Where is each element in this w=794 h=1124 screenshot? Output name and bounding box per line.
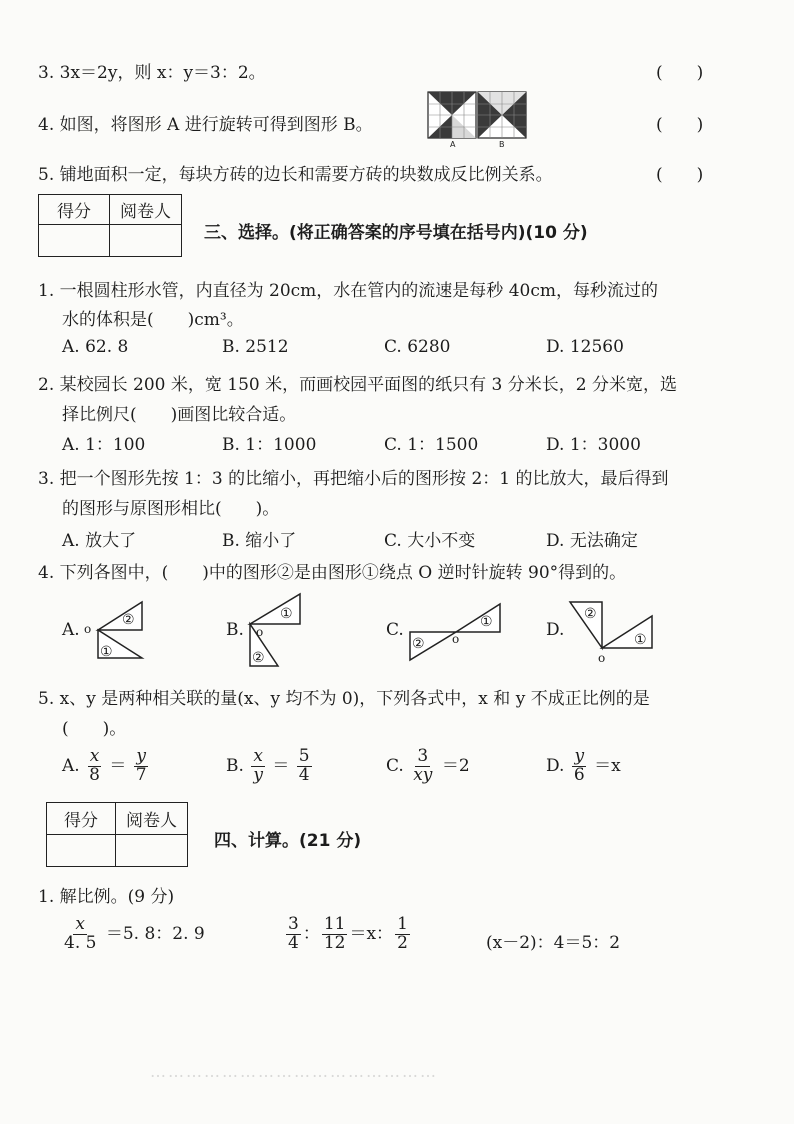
fraction (62, 916, 98, 953)
figure-label-b: B (499, 140, 505, 148)
s3-q4-figure-b (244, 590, 310, 670)
judge-q4: 4. 如图，将图形 A 进行旋转可得到图形 B。 (38, 115, 373, 135)
fraction (322, 916, 348, 953)
fraction (572, 748, 587, 785)
denominator: 4 (298, 764, 310, 785)
grader-cell[interactable] (116, 835, 188, 867)
s3-q1-option-c[interactable]: C. 6280 (384, 337, 451, 357)
denominator: 12 (323, 932, 346, 953)
equation-rhs: ＝2 (441, 755, 470, 776)
option-label: C. (386, 755, 404, 776)
score-table-section4 (46, 802, 188, 867)
section3-title: 三、选择。(将正确答案的序号填在括号内)(10 分) (204, 223, 588, 243)
answer-paren-judge-q4[interactable]: ( ) (656, 115, 704, 135)
numerator: 3 (417, 746, 429, 766)
rotation-point-o: o (84, 622, 92, 636)
grader-header: 阅卷人 (116, 803, 188, 835)
score-cell[interactable] (47, 835, 116, 867)
proportion-1 (60, 916, 205, 953)
s3-q4-option-c[interactable]: C. (386, 620, 404, 640)
shape-one-label: ① (100, 644, 113, 660)
fraction (411, 748, 434, 785)
s3-q3-option-b[interactable]: B. 缩小了 (222, 531, 297, 551)
s3-q3-line2: 的图形与原图形相比( )。 (62, 499, 280, 519)
s3-q4-figure-c (406, 596, 506, 666)
denominator: 7 (135, 764, 147, 785)
option-label: D. (546, 755, 565, 776)
judge-q4-figure (426, 90, 530, 148)
denominator: 4. 5 (64, 932, 97, 953)
shape-two-label: ② (412, 636, 425, 652)
s3-q5-option-b[interactable] (226, 748, 314, 785)
score-header: 得分 (47, 803, 116, 835)
s3-q4-option-d[interactable]: D. (546, 620, 565, 640)
s3-q2-option-b[interactable]: B. 1：1000 (222, 435, 317, 455)
s3-q4-option-b[interactable]: B. (226, 620, 244, 640)
proportion-3: (x－2)：4＝5：2 (486, 933, 621, 953)
fraction (134, 748, 149, 785)
rotation-point-o: o (598, 651, 606, 664)
score-cell[interactable] (39, 225, 110, 257)
s4-q1-heading: 1. 解比例。(9 分) (38, 887, 175, 907)
ratio-colon: ： (302, 923, 320, 944)
shape-one-label: ① (634, 632, 647, 648)
denominator: xy (413, 764, 433, 785)
s3-q5-option-c[interactable] (386, 748, 470, 785)
denominator: y (253, 764, 263, 785)
grader-header: 阅卷人 (110, 195, 182, 225)
section4-title: 四、计算。(21 分) (214, 831, 362, 851)
s3-q1-line2: 水的体积是( )cm³。 (62, 310, 244, 330)
rotation-point-o: o (452, 632, 460, 646)
s3-q3-option-d[interactable]: D. 无法确定 (546, 531, 638, 551)
score-table-section3 (38, 194, 182, 257)
figure-label-a: A (450, 140, 456, 148)
s3-q2-option-d[interactable]: D. 1：3000 (546, 435, 641, 455)
shape-two-label: ② (252, 650, 265, 666)
bleed-through-text: ………………………………………… (150, 1062, 438, 1081)
s3-q2-option-c[interactable]: C. 1：1500 (384, 435, 479, 455)
score-header: 得分 (39, 195, 110, 225)
s3-q4-figure-a (84, 598, 150, 664)
s3-q3-option-a[interactable]: A. 放大了 (62, 531, 137, 551)
numerator: x (75, 914, 86, 934)
denominator: 6 (573, 764, 585, 785)
s3-q5-option-d[interactable] (546, 748, 621, 785)
equals: ＝ (109, 755, 127, 776)
answer-paren-judge-q5[interactable]: ( ) (656, 165, 704, 185)
shape-one-label: ① (280, 606, 293, 622)
judge-q3: 3. 3x＝2y，则 x：y＝3：2。 (38, 63, 266, 83)
numerator: 5 (298, 746, 310, 766)
s3-q4-option-a[interactable]: A. (62, 620, 80, 640)
numerator: 1 (397, 914, 408, 934)
numerator: y (136, 746, 146, 766)
fraction (251, 748, 265, 785)
judge-q5: 5. 铺地面积一定，每块方砖的边长和需要方砖的块数成反比例关系。 (38, 165, 553, 185)
option-label: A. (62, 755, 80, 776)
s3-q1-option-a[interactable]: A. 62. 8 (62, 337, 129, 357)
rotation-point-o: o (256, 625, 264, 639)
shape-one-label: ① (480, 614, 493, 630)
option-label: B. (226, 755, 244, 776)
proportion-2 (284, 916, 412, 953)
numerator: y (574, 746, 585, 766)
fraction (286, 916, 301, 953)
s3-q1-option-b[interactable]: B. 2512 (222, 337, 289, 357)
s3-q3-option-c[interactable]: C. 大小不变 (384, 531, 476, 551)
s3-q5-line2: ( )。 (62, 719, 127, 739)
equals: ＝ (272, 755, 290, 776)
fraction (297, 748, 312, 785)
grader-cell[interactable] (110, 225, 182, 257)
equation-mid: ＝x： (349, 923, 394, 944)
fraction (87, 748, 102, 785)
numerator: 11 (323, 914, 346, 934)
shape-two-label: ② (122, 612, 135, 628)
s3-q4-line1: 4. 下列各图中，( )中的图形②是由图形①绕点 O 逆时针旋转 90°得到的。 (38, 563, 627, 583)
shape-two-label: ② (584, 606, 597, 622)
denominator: 8 (89, 764, 100, 785)
denominator: 4 (288, 932, 299, 953)
s3-q3-line1: 3. 把一个图形先按 1：3 的比缩小，再把缩小后的图形按 2：1 的比放大，最后得到 (38, 469, 669, 489)
s3-q2-line1: 2. 某校园长 200 米，宽 150 米，而画校园平面图的纸只有 3 分米长，2 分米宽，选 (38, 375, 677, 395)
s3-q4-figure-d (566, 598, 662, 664)
s3-q1-option-d[interactable]: D. 12560 (546, 337, 624, 357)
answer-paren-judge-q3[interactable]: ( ) (656, 63, 704, 83)
s3-q1-line1: 1. 一根圆柱形水管，内直径为 20cm，水在管内的流速是每秒 40cm，每秒流过的 (38, 281, 658, 301)
fraction (395, 916, 410, 953)
numerator: x (253, 746, 263, 766)
s3-q2-option-a[interactable]: A. 1：100 (62, 435, 146, 455)
s3-q5-line1: 5. x、y 是两种相关联的量(x、y 均不为 0)，下列各式中，x 和 y 不成正比例的是 (38, 689, 650, 709)
numerator: 3 (288, 914, 299, 934)
equation-rhs: ＝x (594, 755, 621, 776)
numerator: x (89, 746, 100, 766)
denominator: 2 (397, 932, 408, 953)
s3-q2-line2: 择比例尺( )画图比较合适。 (62, 405, 297, 425)
equation-rhs: ＝5. 8：2. 9 (105, 923, 205, 944)
s3-q5-option-a[interactable] (62, 748, 151, 785)
